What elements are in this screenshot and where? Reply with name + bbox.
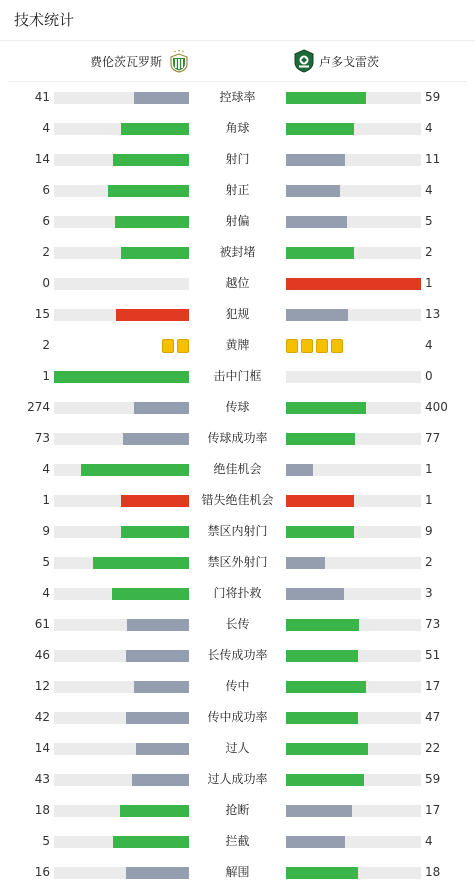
away-bar-track — [286, 216, 421, 228]
home-bar-fill — [113, 836, 189, 848]
stat-label: 射偏 — [225, 214, 250, 228]
away-value: 2 — [425, 245, 433, 259]
stat-label: 被封堵 — [219, 245, 256, 259]
home-bar-fill — [81, 464, 189, 476]
stat-label: 长传成功率 — [207, 648, 268, 662]
away-bar-fill — [286, 743, 368, 755]
stat-row — [0, 764, 475, 795]
away-bar-track — [286, 123, 421, 135]
home-bar-track — [54, 774, 189, 786]
home-bar-fill — [126, 867, 189, 879]
home-value: 2 — [42, 338, 50, 352]
home-value: 5 — [42, 834, 50, 848]
home-bar-track — [54, 495, 189, 507]
stat-label: 错失绝佳机会 — [201, 493, 274, 507]
away-value: 73 — [425, 617, 441, 631]
home-bar-fill — [126, 712, 189, 724]
stat-label: 传中 — [225, 679, 250, 693]
away-value: 4 — [425, 338, 433, 352]
home-bar-fill — [121, 526, 189, 538]
home-value: 61 — [34, 617, 50, 631]
home-bar-fill — [93, 557, 189, 569]
away-value: 77 — [425, 431, 441, 445]
stat-label: 传中成功率 — [207, 710, 268, 724]
away-bar-fill — [286, 309, 348, 321]
home-bar-fill — [113, 154, 189, 166]
away-bar-track — [286, 712, 421, 724]
stat-label: 解围 — [225, 865, 250, 879]
away-value: 17 — [425, 679, 441, 693]
home-bar-fill — [134, 402, 189, 414]
away-bar-track — [286, 371, 421, 383]
away-value: 4 — [425, 183, 433, 197]
home-bar-track — [54, 309, 189, 321]
home-bar-fill — [123, 433, 189, 445]
stat-row — [0, 175, 475, 206]
away-value: 11 — [425, 152, 441, 166]
away-bar-fill — [286, 681, 366, 693]
home-bar-track — [54, 619, 189, 631]
home-bar-track — [54, 402, 189, 414]
home-value: 12 — [34, 679, 50, 693]
stat-label: 角球 — [225, 121, 250, 135]
home-bar-track — [54, 526, 189, 538]
away-bar-track — [286, 185, 421, 197]
away-bar-track — [286, 309, 421, 321]
stat-label: 门将扑救 — [213, 586, 262, 600]
home-value: 73 — [34, 431, 50, 445]
home-value: 42 — [34, 710, 50, 724]
away-team-name: 卢多戈雷茨 — [319, 54, 380, 69]
away-bar-track — [286, 805, 421, 817]
home-bar-track — [54, 836, 189, 848]
home-value: 0 — [42, 276, 50, 290]
away-bar-fill — [286, 557, 325, 569]
stat-row — [0, 547, 475, 578]
away-bar-fill — [286, 495, 354, 507]
away-bar-track — [286, 557, 421, 569]
home-value: 4 — [42, 462, 50, 476]
home-value: 4 — [42, 586, 50, 600]
home-value: 5 — [42, 555, 50, 569]
home-value: 6 — [42, 214, 50, 228]
away-bar-track — [286, 433, 421, 445]
home-value: 41 — [34, 90, 50, 104]
away-bar-track — [286, 836, 421, 848]
stat-label: 传球 — [225, 400, 250, 414]
stat-row — [0, 578, 475, 609]
stat-row — [0, 640, 475, 671]
home-value: 16 — [34, 865, 50, 879]
away-value: 0 — [425, 369, 433, 383]
home-bar-track — [54, 278, 189, 290]
away-bar-fill — [286, 123, 354, 135]
stat-row — [0, 795, 475, 826]
home-bar-track — [54, 185, 189, 197]
home-yellow-cards — [162, 339, 189, 353]
away-value: 5 — [425, 214, 433, 228]
away-value: 4 — [425, 834, 433, 848]
away-bar-fill — [286, 278, 421, 290]
stat-row — [0, 392, 475, 423]
stat-label: 控球率 — [219, 90, 256, 104]
away-bar-track — [286, 867, 421, 879]
away-bar-fill — [286, 185, 340, 197]
yellow-card-icon — [162, 339, 174, 353]
away-bar-track — [286, 743, 421, 755]
stat-row — [0, 237, 475, 268]
away-bar-fill — [286, 650, 358, 662]
stat-row — [0, 733, 475, 764]
home-bar-track — [54, 588, 189, 600]
home-team-crest-icon — [168, 49, 190, 73]
away-bar-track — [286, 154, 421, 166]
away-value: 47 — [425, 710, 441, 724]
home-bar-fill — [116, 309, 189, 321]
home-bar-track — [54, 805, 189, 817]
stat-label: 射门 — [225, 152, 250, 166]
away-value: 59 — [425, 772, 441, 786]
home-bar-fill — [134, 681, 189, 693]
home-bar-track — [54, 557, 189, 569]
away-bar-fill — [286, 836, 345, 848]
home-value: 4 — [42, 121, 50, 135]
stat-row — [0, 671, 475, 702]
stat-row — [0, 702, 475, 733]
home-bar-fill — [136, 743, 189, 755]
away-bar-fill — [286, 526, 354, 538]
home-bar-fill — [121, 123, 189, 135]
away-bar-fill — [286, 712, 358, 724]
stat-row — [0, 330, 475, 361]
home-bar-track — [54, 464, 189, 476]
stat-label: 过人成功率 — [207, 772, 268, 786]
home-bar-fill — [112, 588, 189, 600]
home-bar-track — [54, 712, 189, 724]
away-bar-fill — [286, 402, 366, 414]
away-value: 3 — [425, 586, 433, 600]
away-value: 1 — [425, 462, 433, 476]
stat-label: 射正 — [225, 183, 250, 197]
home-bar-fill — [134, 92, 189, 104]
away-value: 1 — [425, 493, 433, 507]
away-bar-fill — [286, 774, 364, 786]
away-bar-fill — [286, 867, 358, 879]
stat-row — [0, 454, 475, 485]
away-value: 1 — [425, 276, 433, 290]
away-value: 13 — [425, 307, 441, 321]
stat-label: 越位 — [225, 276, 250, 290]
away-team[interactable] — [293, 41, 379, 81]
home-bar-fill — [108, 185, 189, 197]
stat-row — [0, 113, 475, 144]
stat-label: 传球成功率 — [207, 431, 268, 445]
home-team[interactable] — [90, 41, 190, 81]
away-bar-track — [286, 247, 421, 259]
away-value: 22 — [425, 741, 441, 755]
home-value: 2 — [42, 245, 50, 259]
home-value: 6 — [42, 183, 50, 197]
away-team-crest-icon — [293, 49, 315, 73]
away-bar-track — [286, 495, 421, 507]
stat-label: 抢断 — [225, 803, 250, 817]
yellow-card-icon — [331, 339, 343, 353]
home-value: 14 — [34, 741, 50, 755]
teams-header — [8, 41, 467, 82]
home-bar-fill — [121, 495, 189, 507]
home-value: 1 — [42, 493, 50, 507]
stat-row — [0, 826, 475, 857]
stat-label: 过人 — [225, 741, 250, 755]
home-value: 15 — [34, 307, 50, 321]
home-bar-fill — [121, 247, 189, 259]
stat-row — [0, 361, 475, 392]
home-value: 1 — [42, 369, 50, 383]
away-bar-fill — [286, 619, 359, 631]
yellow-card-icon — [316, 339, 328, 353]
page-title: 技术统计 — [0, 0, 475, 41]
home-team-name: 费伦茨瓦罗斯 — [90, 54, 163, 69]
away-value: 2 — [425, 555, 433, 569]
yellow-card-icon — [286, 339, 298, 353]
away-bar-track — [286, 588, 421, 600]
home-value: 18 — [34, 803, 50, 817]
yellow-card-icon — [301, 339, 313, 353]
away-bar-fill — [286, 247, 354, 259]
stat-label: 黄牌 — [225, 338, 250, 352]
home-bar-track — [54, 247, 189, 259]
away-bar-fill — [286, 805, 352, 817]
home-bar-fill — [126, 650, 189, 662]
away-bar-fill — [286, 588, 344, 600]
away-bar-fill — [286, 216, 347, 228]
home-bar-fill — [115, 216, 189, 228]
away-bar-fill — [286, 433, 355, 445]
away-bar-fill — [286, 464, 313, 476]
stat-row — [0, 268, 475, 299]
home-bar-track — [54, 371, 189, 383]
home-value: 14 — [34, 152, 50, 166]
away-bar-fill — [286, 92, 366, 104]
away-value: 4 — [425, 121, 433, 135]
stat-row — [0, 82, 475, 113]
stat-row — [0, 423, 475, 454]
home-bar-track — [54, 154, 189, 166]
away-bar-track — [286, 526, 421, 538]
home-value: 274 — [27, 400, 50, 414]
stat-row — [0, 144, 475, 175]
away-yellow-cards — [286, 339, 343, 353]
away-value: 18 — [425, 865, 441, 879]
home-value: 43 — [34, 772, 50, 786]
home-bar-fill — [132, 774, 189, 786]
stat-label: 击中门框 — [213, 369, 262, 383]
home-bar-track — [54, 650, 189, 662]
home-bar-track — [54, 433, 189, 445]
away-bar-track — [286, 774, 421, 786]
stat-row — [0, 206, 475, 237]
home-bar-track — [54, 92, 189, 104]
stat-row — [0, 609, 475, 640]
home-bar-track — [54, 867, 189, 879]
home-bar-track — [54, 681, 189, 693]
away-bar-track — [286, 278, 421, 290]
away-bar-track — [286, 464, 421, 476]
stat-label: 禁区外射门 — [207, 555, 268, 569]
yellow-card-icon — [177, 339, 189, 353]
away-value: 17 — [425, 803, 441, 817]
away-bar-track — [286, 681, 421, 693]
stat-row — [0, 485, 475, 516]
away-value: 400 — [425, 400, 448, 414]
home-bar-fill — [120, 805, 189, 817]
away-value: 51 — [425, 648, 441, 662]
away-value: 9 — [425, 524, 433, 538]
home-value: 9 — [42, 524, 50, 538]
away-bar-track — [286, 650, 421, 662]
away-bar-fill — [286, 154, 345, 166]
stat-row — [0, 299, 475, 330]
home-bar-fill — [54, 371, 189, 383]
home-bar-track — [54, 743, 189, 755]
stat-label: 犯规 — [225, 307, 250, 321]
stat-row — [0, 516, 475, 547]
stat-label: 长传 — [225, 617, 250, 631]
home-bar-fill — [127, 619, 189, 631]
away-bar-track — [286, 92, 421, 104]
stat-row — [0, 857, 475, 888]
home-bar-track — [54, 123, 189, 135]
home-value: 46 — [34, 648, 50, 662]
away-bar-track — [286, 619, 421, 631]
home-bar-track — [54, 216, 189, 228]
away-bar-track — [286, 402, 421, 414]
stat-label: 禁区内射门 — [207, 524, 268, 538]
away-value: 59 — [425, 90, 441, 104]
stat-label: 拦截 — [225, 834, 250, 848]
stat-label: 绝佳机会 — [213, 462, 262, 476]
